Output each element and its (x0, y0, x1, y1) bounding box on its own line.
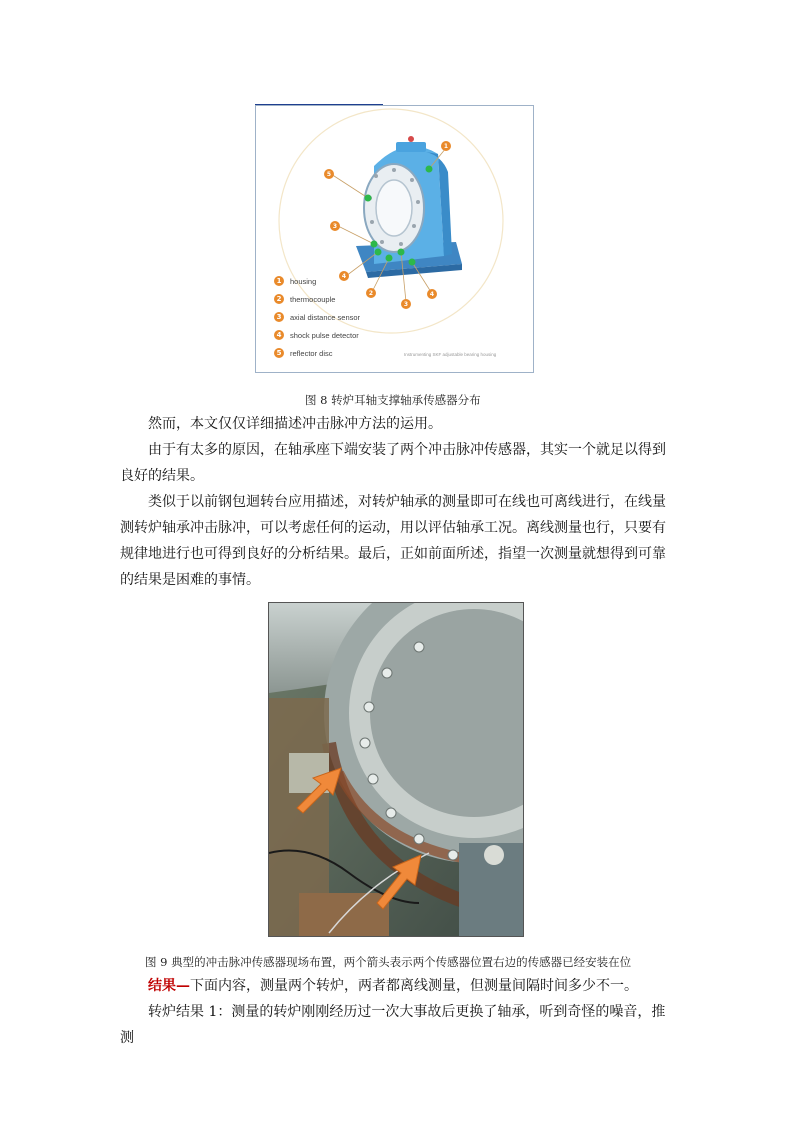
legend-label: shock pulse detector (290, 330, 359, 340)
callout-label: 3 (332, 223, 338, 230)
legend-item-shock-pulse-detector (274, 326, 360, 344)
paragraph-2: 由于有太多的原因，在轴承座下端安装了两个冲击脉冲传感器，其实一个就足以得到良好的结果。 (120, 442, 666, 484)
callout-label: 2 (368, 290, 374, 297)
callout-label: 5 (326, 171, 332, 178)
legend-label: axial distance sensor (290, 312, 361, 322)
paragraph-3: 类似于以前钢包迴转台应用描述，对转炉轴承的测量即可在线也可离线进行，在线量测转炉轴承冲击脉冲，可以考虑任何的运动，用以评估轴承工况。离线测量也行，只要有规律地进行也可得到良好的分析结果。最后，正如前面所述，指望一次测量就想得到可靠的结果是困难的事情。 (120, 494, 666, 588)
legend-item-housing (274, 272, 360, 290)
results-label: 结果— (148, 978, 190, 994)
callout-label: 1 (443, 143, 449, 150)
callout-label: 4 (429, 291, 435, 298)
paragraph-results (120, 973, 676, 999)
figure8-bearing-diagram (255, 105, 534, 373)
legend-number: 2 (274, 294, 284, 304)
legend-label: thermocouple (290, 294, 336, 304)
legend-label: reflector disc (290, 348, 333, 358)
figure9-photo-drawing (269, 603, 524, 937)
results-text: 下面内容，测量两个转炉，两者都离线测量，但测量间隔时间多少不一。 (190, 978, 638, 994)
figure9-caption: 图 9 典型的冲击脉冲传感器现场布置，两个箭头表示两个传感器位置右边的传感器已经安装在位 (145, 955, 632, 969)
legend-item-axial-distance-sensor (274, 308, 360, 326)
figure8-note: Instrumenting SKF adjustable bearing housing (404, 352, 497, 357)
legend-number: 1 (274, 276, 284, 286)
figure8-legend (274, 272, 360, 362)
paragraph-converter-result-1: 转炉结果 1：测量的转炉刚刚经历过一次大事故后更换了轴承，听到奇怪的噪音，推测 (120, 1004, 666, 1046)
legend-number: 3 (274, 312, 284, 322)
figure9-field-photo (268, 602, 524, 937)
legend-number: 4 (274, 330, 284, 340)
paragraph-1: 然而，本文仅仅详细描述冲击脉冲方法的运用。 (148, 416, 442, 432)
legend-item-reflector-disc (274, 344, 360, 362)
callout-label: 3 (403, 301, 409, 308)
legend-item-thermocouple (274, 290, 360, 308)
legend-label: housing (290, 276, 317, 286)
figure8-caption: 图 8 转炉耳轴支撑轴承传感器分布 (305, 393, 481, 407)
callout-label: 4 (341, 273, 347, 280)
legend-number: 5 (274, 348, 284, 358)
